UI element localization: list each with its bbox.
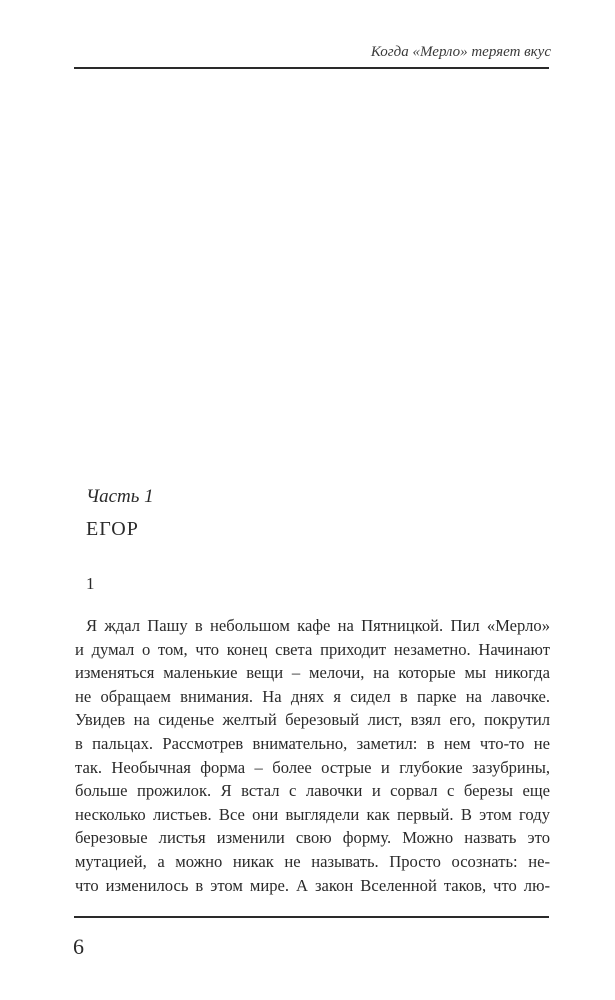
text-line: изменяться маленькие вещи – мелочи, на которые мы никогда [75, 663, 550, 683]
text-line: мутацией, а можно никак не называть. Просто осознать: не- [75, 851, 550, 871]
text-line: так. Необычная форма – более острые и глубокие зазубрины, [75, 757, 550, 777]
page-number: 6 [73, 934, 84, 959]
text-line: больше прожилок. Я встал с лавочки и сорвал с березы еще [75, 781, 550, 801]
text-line: и думал о том, что конец света приходит незаметно. Начинают [75, 639, 550, 659]
text-line: березовые листья изменили свою форму. Можно назвать это [75, 828, 550, 848]
section-number: 1 [86, 574, 95, 593]
body-paragraph [75, 614, 550, 897]
text-line: не обращаем внимания. На днях я сидел в парке на лавочке. [75, 686, 550, 706]
text-line: Увидев на сиденье желтый березовый лист, взял его, покрутил [75, 710, 550, 730]
chapter-title: ЕГОР [86, 518, 139, 540]
running-title: Когда «Мерло» теряет вкус [370, 44, 551, 60]
header-rule [74, 67, 549, 69]
part-label: Часть 1 [86, 486, 154, 507]
footer-rule [74, 916, 549, 918]
text-line: что изменилось в этом мире. А закон Вселенной таков, что лю- [75, 875, 550, 895]
text-line: Я ждал Пашу в небольшом кафе на Пятницкой. Пил «Мерло» [86, 616, 550, 635]
text-line: несколько листьев. Все они выглядели как первый. В этом году [75, 804, 550, 824]
text-line: в пальцах. Рассмотрев внимательно, заметил: в нем что-то не [75, 733, 550, 753]
